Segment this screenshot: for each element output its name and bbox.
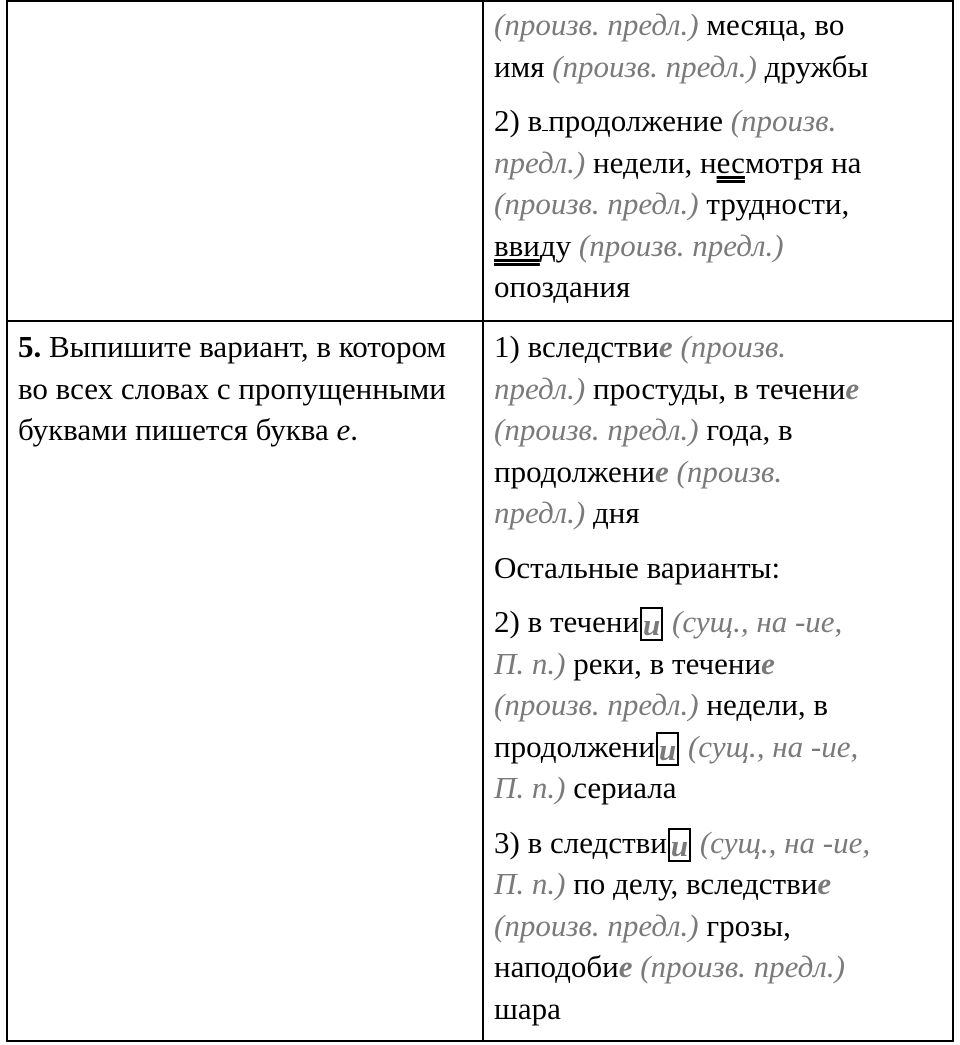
text-segment: дружбы	[764, 48, 869, 84]
table-top-border	[6, 0, 954, 2]
inserted-letter: е	[845, 370, 860, 406]
text-segment: в течени	[527, 604, 640, 639]
text-segment: сериала	[573, 770, 677, 805]
underlined-morpheme: ес	[716, 144, 745, 180]
other-options-heading	[494, 547, 949, 589]
text-segment: вследстви	[527, 329, 659, 364]
label-derived-preposition: (произв.	[680, 329, 787, 364]
label-derived-preposition: предл.)	[494, 144, 586, 180]
question-5-text	[18, 326, 473, 451]
text-segment: дня	[593, 495, 640, 530]
text-segment: опоздания	[494, 269, 631, 304]
text-segment: реки, в течени	[573, 645, 762, 681]
question-number: 5.	[18, 329, 42, 364]
text-segment: месяца, во	[706, 7, 845, 42]
inserted-letter: е	[761, 645, 775, 681]
answer-3-line-5	[494, 988, 949, 1030]
text-segment: в	[527, 103, 543, 138]
text-segment: имя	[494, 48, 545, 84]
text-segment: простуды, в течени	[593, 370, 846, 406]
label-derived-preposition: (произв. предл.)	[494, 7, 699, 42]
answer-1-line-4	[494, 451, 949, 493]
option-number: 3)	[494, 824, 520, 860]
answer-2-line-3	[494, 684, 949, 726]
text-segment: года, в	[706, 412, 793, 447]
label-noun: (сущ., на -ие,	[687, 728, 859, 764]
answer-2-line-5	[494, 767, 949, 809]
answer-3-line-3	[494, 905, 949, 947]
text-segment: недели, н	[593, 144, 717, 180]
boxed-inserted-letter: и	[640, 607, 663, 641]
label-derived-preposition: (произв. предл.)	[578, 227, 784, 263]
option-2-line-4	[494, 225, 944, 267]
option-2-line-3	[494, 183, 944, 225]
label-derived-preposition: предл.)	[494, 495, 586, 530]
table-left-border	[6, 0, 8, 1042]
answer-2-line-1	[494, 601, 949, 643]
option-2-line-2	[494, 142, 944, 184]
table-row-divider	[6, 320, 954, 322]
label-noun: (сущ., на -ие,	[672, 604, 843, 639]
text-segment: наподоби	[494, 949, 619, 984]
question-5-answer-cell	[494, 326, 949, 1029]
inserted-letter: е	[654, 453, 669, 489]
text-segment: грозы,	[706, 907, 791, 943]
answer-2-line-2	[494, 643, 949, 685]
label-derived-preposition: (произв. предл.)	[494, 412, 699, 447]
option-number: 1)	[494, 329, 520, 364]
question-letter: е	[336, 412, 351, 447]
table-column-divider	[482, 0, 484, 1042]
table-right-border	[952, 0, 954, 1042]
text-segment: недели, в	[706, 687, 829, 722]
answer-3-line-4	[494, 946, 949, 988]
boxed-inserted-letter: и	[668, 828, 691, 862]
option-number: 2)	[494, 103, 520, 138]
label-case: П. п.)	[494, 645, 566, 681]
answer-2-line-4	[494, 726, 949, 768]
inserted-letter: е	[658, 329, 673, 364]
label-derived-preposition: предл.)	[494, 370, 586, 406]
text-segment: ду	[539, 227, 572, 263]
label-case: П. п.)	[494, 866, 566, 901]
option-2-line-1	[494, 100, 944, 142]
answer-3-line-2	[494, 863, 949, 905]
answer-3-line-1	[494, 822, 949, 864]
text-segment: продолжение	[548, 103, 723, 138]
label-case: П. п.)	[494, 770, 566, 805]
top-answer-cell	[494, 4, 944, 308]
table-bottom-border	[6, 1040, 954, 1042]
answer-1-line-2	[494, 368, 949, 410]
text-segment: продолжени	[494, 728, 655, 764]
label-derived-preposition: (произв. предл.)	[552, 48, 757, 84]
answer-1-line-3	[494, 409, 949, 451]
text-segment: по делу, вследстви	[573, 866, 818, 901]
label-derived-preposition: (произв. предл.)	[494, 186, 699, 221]
text-segment: Остальные варианты:	[494, 549, 781, 585]
text-segment: трудности,	[706, 186, 850, 221]
question-5-cell	[18, 326, 473, 451]
label-derived-preposition: (произв.	[676, 453, 783, 489]
continued-line-1	[494, 4, 944, 46]
inserted-letter: е	[817, 866, 832, 901]
continued-line-2	[494, 46, 944, 88]
boxed-inserted-letter: и	[656, 732, 679, 766]
text-segment: шара	[494, 990, 561, 1026]
label-derived-preposition: (произв.	[730, 103, 837, 138]
answer-1-line-5	[494, 492, 949, 534]
label-noun: (сущ., на -ие,	[699, 824, 871, 860]
underlined-morpheme: вви	[494, 227, 540, 263]
text-segment: продолжени	[494, 453, 655, 489]
text-segment: мотря на	[744, 144, 862, 180]
label-derived-preposition: (произв. предл.)	[640, 949, 845, 984]
question-text: Выпишите вариант, в котором во всех словах с пропущенными буквами пишется буква	[18, 329, 446, 447]
label-derived-preposition: (произв. предл.)	[494, 907, 699, 943]
label-derived-preposition: (произв. предл.)	[494, 687, 699, 722]
text-segment: в следстви	[527, 824, 667, 860]
answer-1-line-1	[494, 326, 949, 368]
text-segment: .	[350, 412, 359, 447]
inserted-letter: е	[618, 949, 633, 984]
option-2-line-5	[494, 266, 944, 308]
option-number: 2)	[494, 604, 520, 639]
